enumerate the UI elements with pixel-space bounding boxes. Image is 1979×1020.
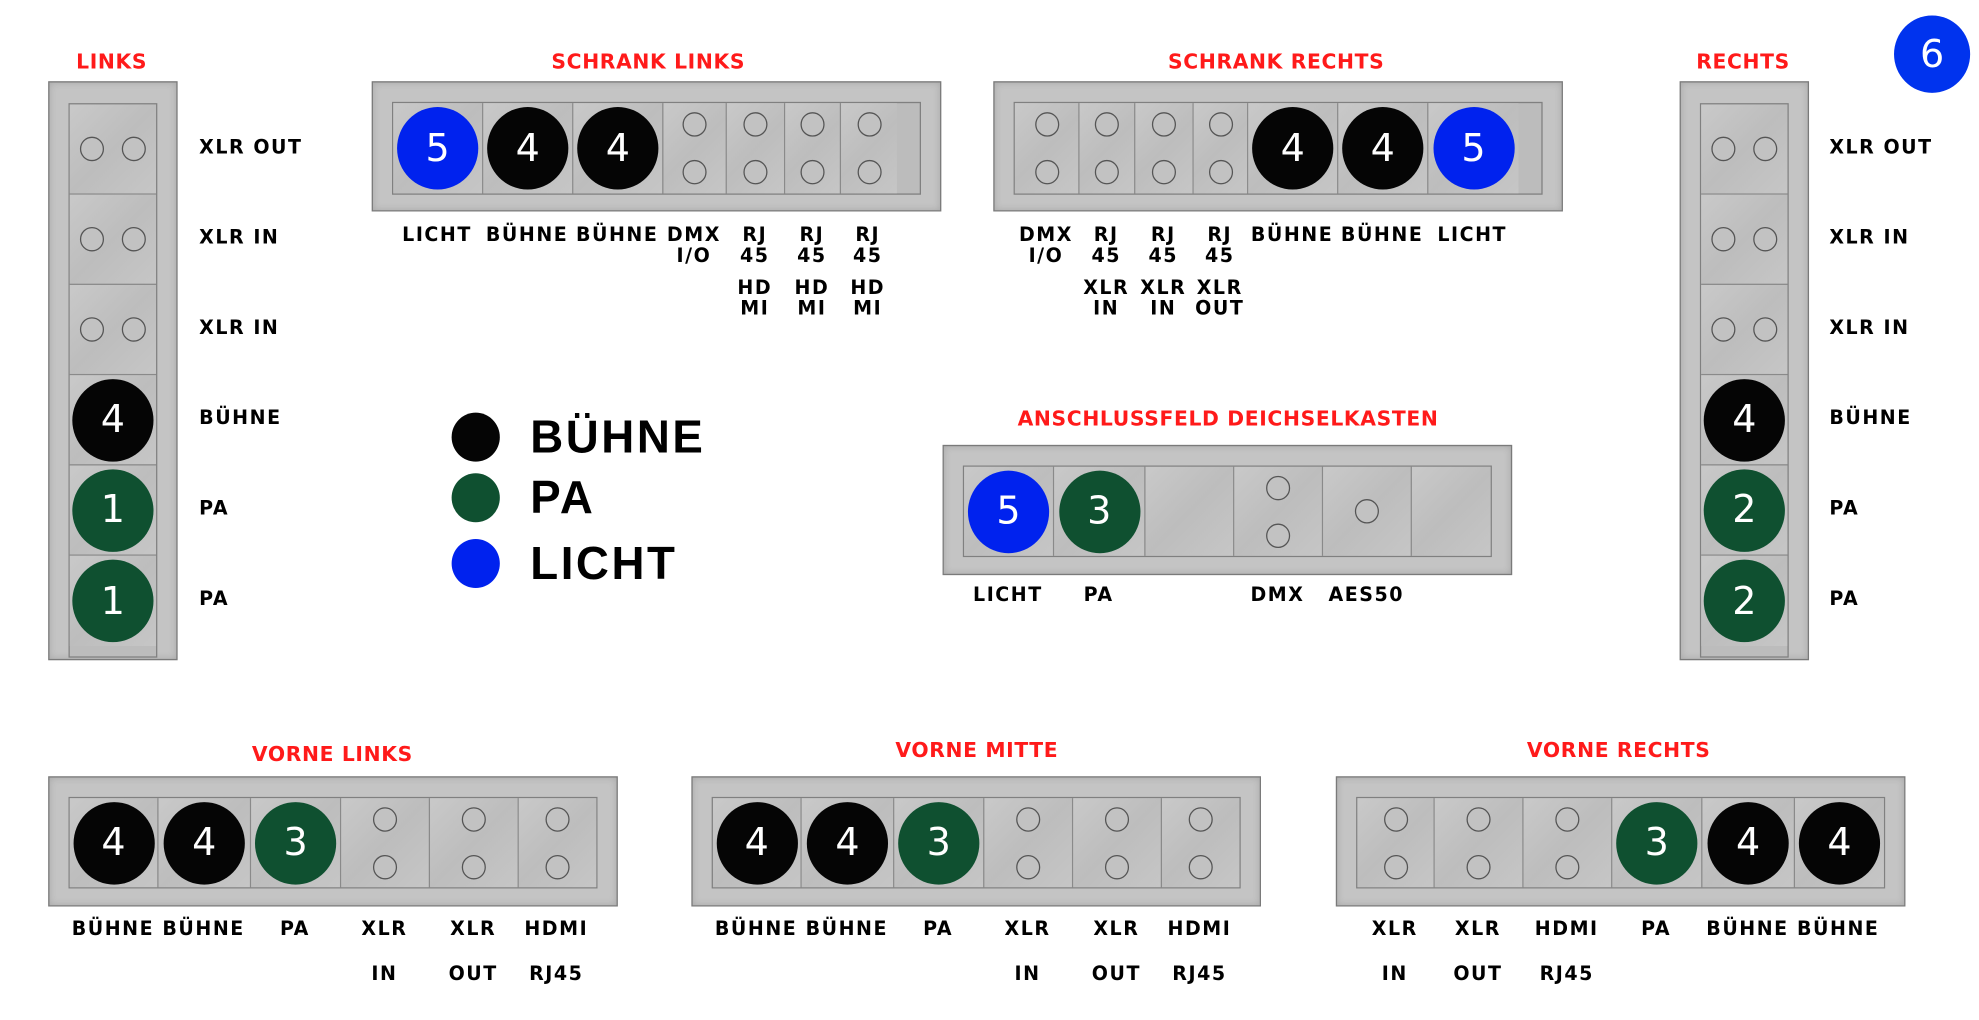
connector-cell (1702, 798, 1795, 887)
legend-item (452, 471, 596, 525)
socket-hole-icon (1555, 854, 1579, 879)
buehne-connector-icon: 4 (73, 801, 154, 884)
connector-label: DMX (1250, 582, 1305, 607)
connector-label: XLR (1093, 916, 1140, 941)
buehne-connector-icon: 4 (164, 801, 245, 884)
connector-cell (70, 195, 156, 285)
licht-connector-icon: 5 (1433, 107, 1514, 190)
connector-cell (1435, 798, 1524, 887)
rechts-title: RECHTS (1696, 49, 1790, 74)
deichsel-title: ANSCHLUSSFELD DEICHSELKASTEN (1017, 406, 1439, 431)
connector-cell (1524, 798, 1613, 887)
connector-label: RJ 45 (1204, 223, 1235, 267)
socket-hole-icon (1189, 807, 1213, 832)
socket-hole-icon (1711, 317, 1735, 342)
connector-label: BÜHNE (575, 223, 659, 247)
connector-cell (70, 798, 159, 887)
connector-label-secondary: HD MI (850, 275, 886, 320)
connector-label: XLR (1371, 916, 1418, 941)
connector-label: BÜHNE (1250, 223, 1334, 247)
connector-label: XLR (361, 916, 408, 941)
socket-hole-icon (122, 317, 146, 342)
connector-cell (785, 103, 841, 193)
connector-label: BÜHNE (199, 406, 282, 430)
schrank-links-title: SCHRANK LINKS (551, 49, 746, 74)
connector-label: LICHT (402, 223, 472, 247)
socket-hole-icon (1208, 112, 1232, 137)
links-title: LINKS (76, 49, 148, 74)
vorne-mitte-connector-strip (712, 797, 1241, 889)
socket-hole-icon (1035, 112, 1059, 137)
connector-label: HDMI (1167, 916, 1232, 941)
socket-hole-icon (545, 854, 569, 879)
socket-hole-icon (800, 160, 824, 185)
socket-hole-icon (1105, 854, 1129, 879)
connector-label: DMX I/O (1018, 223, 1073, 267)
connector-cell (1701, 375, 1787, 465)
connector-label-secondary: OUT (1453, 961, 1503, 986)
connector-label: LICHT (1437, 223, 1508, 247)
connector-label: XLR IN (1829, 225, 1910, 249)
legend-label: BÜHNE (530, 410, 706, 463)
connector-cell (1701, 556, 1787, 646)
connector-cell (1701, 285, 1787, 375)
socket-hole-icon (1035, 160, 1059, 185)
connector-label: RJ 45 (1091, 223, 1121, 267)
connector-cell (70, 375, 156, 465)
socket-hole-icon (1467, 854, 1491, 879)
buehne-connector-icon: 4 (1799, 801, 1880, 884)
connector-cell (894, 798, 984, 887)
connector-label-secondary: OUT (448, 961, 498, 986)
connector-label: AES50 (1328, 582, 1405, 607)
connector-cell (159, 798, 252, 887)
buehne-connector-icon: 4 (1342, 107, 1423, 190)
connector-label: RJ 45 (797, 223, 827, 267)
socket-hole-icon (743, 112, 767, 137)
connector-label-secondary: XLR IN (1140, 275, 1187, 320)
socket-hole-icon (1105, 807, 1129, 832)
pa-connector-icon: 3 (898, 801, 979, 884)
legend-label: PA (530, 470, 596, 524)
socket-hole-icon (1753, 137, 1777, 162)
connector-cell (1015, 103, 1080, 193)
buehne-connector-icon: 4 (1704, 378, 1785, 461)
pa-connector-icon: 3 (1059, 470, 1140, 553)
connector-cell (1146, 467, 1235, 556)
connector-cell (1194, 103, 1249, 193)
connector-cell (1234, 467, 1323, 556)
connector-cell (663, 103, 726, 193)
socket-hole-icon (462, 807, 486, 832)
pa-connector-icon: 2 (1704, 469, 1785, 552)
vorne-links-title: VORNE LINKS (251, 741, 413, 766)
connector-cell (1054, 467, 1145, 556)
connector-cell (1412, 467, 1491, 556)
schrank-rechts-title: SCHRANK RECHTS (1168, 49, 1385, 74)
socket-hole-icon (1753, 227, 1777, 252)
socket-hole-icon (1711, 227, 1735, 252)
connector-cell (1701, 466, 1787, 556)
connector-cell (1357, 798, 1434, 887)
deichsel-connector-strip (963, 466, 1492, 558)
pa-connector-icon: 3 (255, 801, 336, 884)
connector-label-secondary: IN (371, 961, 398, 986)
connector-cell (1795, 798, 1884, 887)
legend-item (452, 536, 678, 590)
legend-color-swatch-icon (452, 539, 500, 588)
buehne-connector-icon: 4 (577, 107, 658, 190)
socket-hole-icon (80, 227, 104, 252)
legend-color-swatch-icon (452, 473, 500, 522)
buehne-connector-icon: 4 (807, 801, 888, 884)
connector-cell (393, 103, 483, 193)
links-connector-strip (69, 103, 158, 657)
connector-cell (1162, 798, 1239, 887)
connector-cell (1073, 798, 1162, 887)
connector-label: DMX I/O (666, 223, 721, 267)
connector-label-secondary: HD MI (737, 275, 773, 320)
connector-label-secondary: OUT (1091, 961, 1141, 986)
socket-hole-icon (1016, 854, 1040, 879)
socket-hole-icon (545, 807, 569, 832)
connector-label: XLR (1004, 916, 1051, 941)
pa-connector-icon: 2 (1704, 560, 1785, 643)
connector-cell (1338, 103, 1428, 193)
connector-cell (1428, 103, 1518, 193)
socket-hole-icon (1383, 807, 1407, 832)
connector-label: BÜHNE (1706, 916, 1789, 941)
socket-hole-icon (373, 854, 397, 879)
connector-label: HDMI (524, 916, 589, 941)
connector-cell (70, 104, 156, 194)
connector-label: PA (1829, 496, 1860, 520)
connector-cell (573, 103, 663, 193)
connector-label-secondary: XLR IN (1083, 275, 1130, 320)
connector-label: BÜHNE (1796, 916, 1880, 941)
connector-label: PA (923, 916, 954, 941)
buehne-connector-icon: 4 (1252, 107, 1333, 190)
connector-label: RJ 45 (852, 223, 883, 267)
buehne-connector-icon: 4 (487, 107, 568, 190)
connector-cell (341, 798, 430, 887)
connector-cell (841, 103, 897, 193)
socket-hole-icon (1467, 807, 1491, 832)
connector-label: XLR IN (1829, 315, 1910, 340)
socket-hole-icon (683, 112, 707, 137)
connector-label-secondary: XLR OUT (1195, 275, 1245, 320)
connector-label-secondary: IN (1014, 961, 1041, 986)
legend-label: LICHT (530, 536, 678, 590)
connector-cell (251, 798, 341, 887)
vorne-rechts-title: VORNE RECHTS (1526, 737, 1711, 763)
page-number-badge: 6 (1894, 15, 1970, 92)
legend-item (452, 410, 706, 464)
connector-cell (1701, 104, 1787, 194)
schrank-links-connector-strip (392, 102, 921, 195)
connector-label: BÜHNE (485, 223, 569, 247)
connector-cell (1701, 195, 1787, 285)
connector-label: XLR (450, 916, 497, 941)
socket-hole-icon (373, 807, 397, 832)
socket-hole-icon (857, 160, 881, 185)
socket-hole-icon (1711, 137, 1735, 162)
socket-hole-icon (1152, 112, 1176, 137)
licht-connector-icon: 5 (397, 107, 478, 190)
socket-hole-icon (800, 112, 824, 137)
connector-label: XLR OUT (199, 135, 303, 159)
socket-hole-icon (1189, 854, 1213, 879)
buehne-connector-icon: 4 (1708, 801, 1789, 884)
buehne-connector-icon: 4 (72, 378, 153, 461)
socket-hole-icon (1355, 499, 1379, 524)
legend-color-swatch-icon (452, 413, 500, 462)
connector-label-secondary: RJ45 (529, 961, 584, 986)
socket-hole-icon (122, 227, 146, 252)
socket-hole-icon (683, 160, 707, 185)
socket-hole-icon (1095, 160, 1119, 185)
socket-hole-icon (743, 160, 767, 185)
socket-hole-icon (1016, 807, 1040, 832)
connector-label: PA (199, 586, 230, 610)
socket-hole-icon (80, 137, 104, 162)
connector-cell (984, 798, 1073, 887)
socket-hole-icon (1753, 317, 1777, 342)
connector-cell (1323, 467, 1412, 556)
connector-label: PA (1829, 586, 1860, 610)
connector-label: LICHT (973, 582, 1043, 607)
connector-cell (802, 798, 895, 887)
socket-hole-icon (1555, 807, 1579, 832)
pa-connector-icon: 1 (72, 560, 153, 643)
vorne-mitte-title: VORNE MITTE (895, 737, 1059, 763)
connector-label: RJ 45 (740, 223, 770, 267)
connector-cell (430, 798, 519, 887)
rechts-connector-strip (1700, 103, 1789, 657)
socket-hole-icon (80, 317, 104, 342)
connector-cell (483, 103, 573, 193)
connector-cell (70, 285, 156, 375)
connector-label: BÜHNE (71, 916, 155, 941)
connector-label: PA (1641, 916, 1672, 941)
pa-connector-icon: 1 (72, 469, 153, 552)
connector-cell (727, 103, 785, 193)
connector-cell (1135, 103, 1193, 193)
socket-hole-icon (1152, 160, 1176, 185)
connector-cell (1080, 103, 1136, 193)
connector-label: XLR IN (199, 315, 280, 340)
socket-hole-icon (1095, 112, 1119, 137)
connector-label: BÜHNE (1829, 406, 1912, 430)
connector-label: PA (1083, 582, 1114, 607)
connector-label-secondary: HD MI (794, 275, 830, 320)
buehne-connector-icon: 4 (716, 801, 797, 884)
connector-cell (70, 466, 156, 556)
connector-cell (964, 467, 1054, 556)
connector-label-secondary: IN (1381, 961, 1408, 986)
connector-label-secondary: RJ45 (1539, 961, 1594, 986)
licht-connector-icon: 5 (968, 470, 1049, 553)
connector-cell (1248, 103, 1338, 193)
socket-hole-icon (857, 112, 881, 137)
connector-label: BÜHNE (162, 916, 245, 941)
connector-cell (713, 798, 802, 887)
socket-hole-icon (1266, 523, 1290, 548)
socket-hole-icon (1208, 160, 1232, 185)
socket-hole-icon (122, 137, 146, 162)
connector-label: HDMI (1534, 916, 1599, 941)
connector-label: PA (199, 496, 230, 520)
connector-label: RJ 45 (1148, 223, 1179, 267)
connector-label: XLR OUT (1829, 135, 1933, 159)
connector-label: XLR IN (199, 225, 280, 249)
connector-label-secondary: RJ45 (1172, 961, 1227, 986)
connector-cell (70, 556, 156, 646)
vorne-links-connector-strip (69, 797, 598, 889)
connector-cell (1612, 798, 1702, 887)
socket-hole-icon (462, 854, 486, 879)
connector-label: BÜHNE (805, 916, 889, 941)
socket-hole-icon (1383, 854, 1407, 879)
pa-connector-icon: 3 (1616, 801, 1697, 884)
connector-cell (519, 798, 596, 887)
socket-hole-icon (1266, 475, 1290, 500)
connector-label: BÜHNE (714, 916, 798, 941)
schrank-rechts-connector-strip (1014, 102, 1543, 195)
connector-label: BÜHNE (1340, 223, 1424, 247)
connector-label: PA (279, 916, 310, 941)
connector-label: XLR (1454, 916, 1501, 941)
vorne-rechts-connector-strip (1356, 797, 1885, 889)
